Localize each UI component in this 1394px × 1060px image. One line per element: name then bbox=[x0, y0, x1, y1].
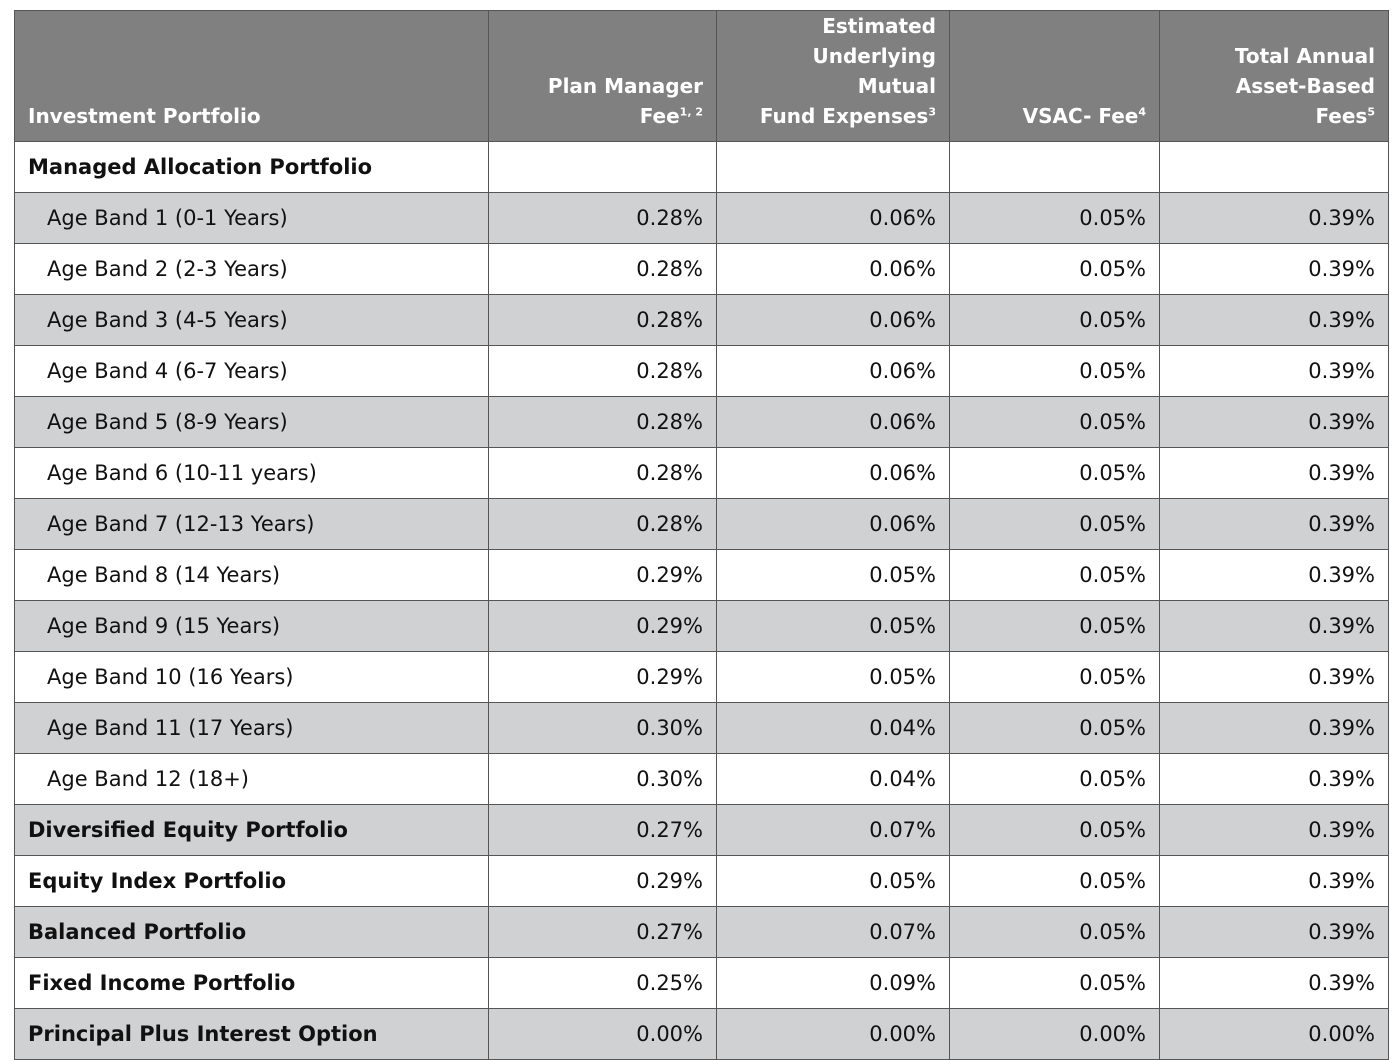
table-row bbox=[15, 856, 1389, 907]
cell-vsac-fee: 0.05% bbox=[950, 856, 1160, 907]
cell-plan-fee: 0.28% bbox=[489, 244, 717, 295]
cell-fund-expenses: 0.06% bbox=[717, 397, 950, 448]
table-row bbox=[15, 193, 1389, 244]
cell-plan-fee bbox=[489, 142, 717, 193]
cell-total: 0.39% bbox=[1160, 958, 1389, 1009]
cell-vsac-fee: 0.05% bbox=[950, 958, 1160, 1009]
cell-total: 0.39% bbox=[1160, 550, 1389, 601]
cell-vsac-fee: 0.05% bbox=[950, 754, 1160, 805]
cell-fund-expenses: 0.07% bbox=[717, 907, 950, 958]
cell-plan-fee: 0.00% bbox=[489, 1009, 717, 1060]
cell-vsac-fee: 0.05% bbox=[950, 601, 1160, 652]
row-label: Age Band 12 (18+) bbox=[15, 754, 489, 805]
table-row bbox=[15, 958, 1389, 1009]
table-row bbox=[15, 448, 1389, 499]
cell-fund-expenses: 0.05% bbox=[717, 652, 950, 703]
footnote-ref: 4 bbox=[1138, 105, 1146, 119]
cell-plan-fee: 0.30% bbox=[489, 703, 717, 754]
table-row bbox=[15, 907, 1389, 958]
cell-vsac-fee: 0.05% bbox=[950, 193, 1160, 244]
fee-table bbox=[14, 10, 1389, 1060]
cell-total bbox=[1160, 142, 1389, 193]
cell-plan-fee: 0.29% bbox=[489, 652, 717, 703]
cell-total: 0.39% bbox=[1160, 499, 1389, 550]
cell-fund-expenses: 0.06% bbox=[717, 499, 950, 550]
cell-vsac-fee: 0.05% bbox=[950, 550, 1160, 601]
cell-fund-expenses: 0.07% bbox=[717, 805, 950, 856]
row-label: Fixed Income Portfolio bbox=[15, 958, 489, 1009]
cell-fund-expenses: 0.00% bbox=[717, 1009, 950, 1060]
cell-plan-fee: 0.30% bbox=[489, 754, 717, 805]
cell-plan-fee: 0.28% bbox=[489, 499, 717, 550]
cell-plan-fee: 0.28% bbox=[489, 193, 717, 244]
cell-plan-fee: 0.27% bbox=[489, 907, 717, 958]
cell-fund-expenses: 0.05% bbox=[717, 550, 950, 601]
table-row bbox=[15, 805, 1389, 856]
cell-vsac-fee: 0.05% bbox=[950, 499, 1160, 550]
table-row bbox=[15, 346, 1389, 397]
header-plan-manager-fee: Plan Manager Fee$^{1, 2}$ bbox=[489, 11, 717, 142]
cell-total: 0.39% bbox=[1160, 193, 1389, 244]
cell-total: 0.39% bbox=[1160, 703, 1389, 754]
row-label: Age Band 11 (17 Years) bbox=[15, 703, 489, 754]
table-row-group bbox=[15, 142, 1389, 193]
table-row bbox=[15, 703, 1389, 754]
table-row bbox=[15, 601, 1389, 652]
cell-total: 0.39% bbox=[1160, 907, 1389, 958]
cell-total: 0.39% bbox=[1160, 601, 1389, 652]
row-label: Age Band 7 (12-13 Years) bbox=[15, 499, 489, 550]
cell-plan-fee: 0.28% bbox=[489, 397, 717, 448]
cell-plan-fee: 0.28% bbox=[489, 448, 717, 499]
cell-vsac-fee: 0.05% bbox=[950, 652, 1160, 703]
table-row bbox=[15, 754, 1389, 805]
cell-plan-fee: 0.29% bbox=[489, 601, 717, 652]
header-total-fees: Total Annual Asset-Based Fees$^5$ bbox=[1160, 11, 1389, 142]
cell-plan-fee: 0.28% bbox=[489, 295, 717, 346]
row-label: Balanced Portfolio bbox=[15, 907, 489, 958]
table-row bbox=[15, 652, 1389, 703]
cell-vsac-fee: 0.05% bbox=[950, 244, 1160, 295]
row-label: Equity Index Portfolio bbox=[15, 856, 489, 907]
cell-vsac-fee: 0.05% bbox=[950, 448, 1160, 499]
cell-fund-expenses: 0.06% bbox=[717, 448, 950, 499]
cell-fund-expenses: 0.04% bbox=[717, 703, 950, 754]
header-row bbox=[15, 11, 1389, 142]
cell-plan-fee: 0.25% bbox=[489, 958, 717, 1009]
header-vsac-fee: VSAC- Fee$^4$ bbox=[950, 11, 1160, 142]
cell-vsac-fee: 0.00% bbox=[950, 1009, 1160, 1060]
row-label: Age Band 4 (6-7 Years) bbox=[15, 346, 489, 397]
table-row bbox=[15, 397, 1389, 448]
row-label: Age Band 8 (14 Years) bbox=[15, 550, 489, 601]
cell-fund-expenses: 0.06% bbox=[717, 244, 950, 295]
cell-fund-expenses: 0.06% bbox=[717, 295, 950, 346]
cell-total: 0.39% bbox=[1160, 754, 1389, 805]
row-label: Age Band 3 (4-5 Years) bbox=[15, 295, 489, 346]
cell-total: 0.39% bbox=[1160, 244, 1389, 295]
cell-vsac-fee: 0.05% bbox=[950, 295, 1160, 346]
cell-fund-expenses: 0.06% bbox=[717, 193, 950, 244]
header-fund-expenses: Estimated Underlying Mutual Fund Expenses$^3$ bbox=[717, 11, 950, 142]
table-row bbox=[15, 1009, 1389, 1060]
cell-total: 0.39% bbox=[1160, 652, 1389, 703]
cell-plan-fee: 0.28% bbox=[489, 346, 717, 397]
row-label: Principal Plus Interest Option bbox=[15, 1009, 489, 1060]
row-label: Age Band 9 (15 Years) bbox=[15, 601, 489, 652]
cell-vsac-fee: 0.05% bbox=[950, 805, 1160, 856]
cell-fund-expenses bbox=[717, 142, 950, 193]
footnote-ref: 5 bbox=[1367, 105, 1375, 119]
cell-total: 0.39% bbox=[1160, 448, 1389, 499]
cell-total: 0.39% bbox=[1160, 805, 1389, 856]
cell-fund-expenses: 0.04% bbox=[717, 754, 950, 805]
row-label: Age Band 6 (10-11 years) bbox=[15, 448, 489, 499]
row-label: Diversified Equity Portfolio bbox=[15, 805, 489, 856]
cell-vsac-fee: 0.05% bbox=[950, 907, 1160, 958]
cell-total: 0.39% bbox=[1160, 397, 1389, 448]
cell-fund-expenses: 0.09% bbox=[717, 958, 950, 1009]
cell-vsac-fee: 0.05% bbox=[950, 397, 1160, 448]
cell-plan-fee: 0.29% bbox=[489, 856, 717, 907]
cell-vsac-fee bbox=[950, 142, 1160, 193]
row-label: Age Band 10 (16 Years) bbox=[15, 652, 489, 703]
row-label: Age Band 5 (8-9 Years) bbox=[15, 397, 489, 448]
cell-total: 0.39% bbox=[1160, 856, 1389, 907]
header-investment-portfolio: Investment Portfolio bbox=[15, 11, 489, 142]
cell-fund-expenses: 0.05% bbox=[717, 601, 950, 652]
cell-fund-expenses: 0.05% bbox=[717, 856, 950, 907]
cell-vsac-fee: 0.05% bbox=[950, 346, 1160, 397]
row-label: Managed Allocation Portfolio bbox=[15, 142, 489, 193]
footnote-ref: 1, 2 bbox=[679, 105, 703, 119]
cell-total: 0.00% bbox=[1160, 1009, 1389, 1060]
table-row bbox=[15, 499, 1389, 550]
cell-fund-expenses: 0.06% bbox=[717, 346, 950, 397]
cell-plan-fee: 0.27% bbox=[489, 805, 717, 856]
cell-vsac-fee: 0.05% bbox=[950, 703, 1160, 754]
table-row bbox=[15, 550, 1389, 601]
footnote-ref: 3 bbox=[928, 105, 936, 119]
table-row bbox=[15, 244, 1389, 295]
row-label: Age Band 1 (0-1 Years) bbox=[15, 193, 489, 244]
cell-total: 0.39% bbox=[1160, 295, 1389, 346]
row-label: Age Band 2 (2-3 Years) bbox=[15, 244, 489, 295]
cell-plan-fee: 0.29% bbox=[489, 550, 717, 601]
cell-total: 0.39% bbox=[1160, 346, 1389, 397]
table-row bbox=[15, 295, 1389, 346]
